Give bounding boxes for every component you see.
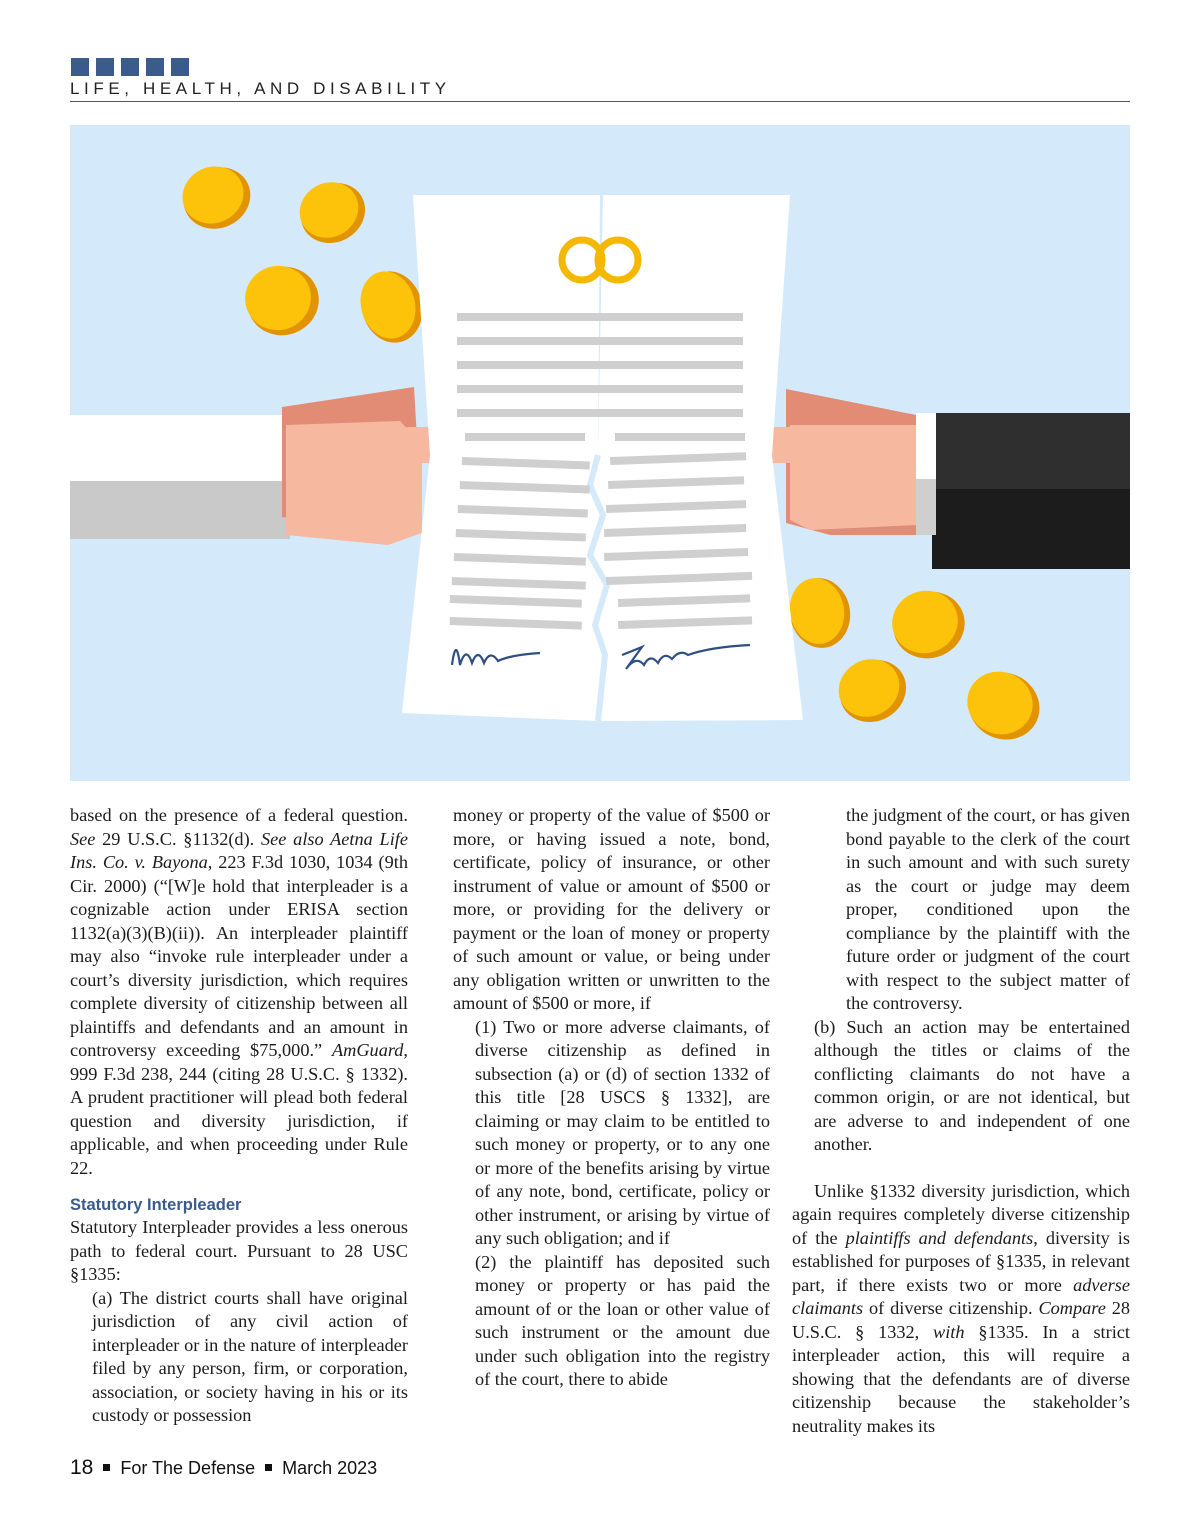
square-marker xyxy=(146,58,164,76)
section-label: LIFE, HEALTH, AND DISABILITY xyxy=(70,79,451,98)
footer-separator xyxy=(265,1464,272,1471)
italic-text: plaintiffs and defendants xyxy=(845,1227,1034,1248)
text-run: , 223 F.3d 1030, 1034 (9th Cir. 2000) (“[W]e hold that interpleader is a cognizable action under ERISA section 1132(a)(3)(B)(ii)). An interpleader plaintiff may also “invoke rule interpleader under a court’s diversity jurisdiction, which requires complete diversity of citizenship between all plaintiffs and defendants and an amount in controversy exceeding $75,000.” xyxy=(70,852,408,1060)
header-rule xyxy=(70,101,1130,102)
text-run: , 999 F.3d 238, 244 (citing 28 U.S.C. § 1332). A prudent practitioner will plead both federal question and diversity jurisdiction, if applicable, and when proceeding under Rule 22. xyxy=(70,1040,408,1178)
statute-quote: the judgment of the court, or has given bond payable to the clerk of the court in such amount and with such surety as the court or judge may deem proper, conditioned upon the compliance by the plaintiff with the future order or judgment of the court with respect to the subject matter of the controversy. xyxy=(846,805,1130,1013)
paragraph xyxy=(70,804,408,1180)
square-marker xyxy=(171,58,189,76)
paragraph: Statutory Interpleader provides a less onerous path to federal court. Pursuant to 28 USC §1335: xyxy=(70,1217,408,1284)
square-marker xyxy=(96,58,114,76)
italic-text: with xyxy=(933,1321,965,1342)
square-marker xyxy=(71,58,89,76)
footer-separator xyxy=(103,1464,110,1471)
publication-name: For The Defense xyxy=(120,1458,256,1478)
statute-quote: money or property of the value of $500 or more, or having issued a note, bond, certificate, policy of insurance, or other instrument of value or amount of $500 or more, or providing for the delivery or payment or the loan of money or property of such amount or value, or being under any obligation written or unwritten to the amount of $500 or more, if xyxy=(453,805,770,1013)
text-run: §1335. In a strict interpleader action, this will require a showing that the defendants are of diverse citizenship because the stakeholder’s neutrality makes its xyxy=(792,1321,1130,1436)
italic-citation: AmGuard xyxy=(331,1040,404,1060)
torn-contract-illustration xyxy=(70,125,1130,781)
paragraph-gap xyxy=(792,1157,1130,1180)
italic-citation: See xyxy=(70,828,96,849)
text-run: based on the presence of a federal question. xyxy=(70,805,408,825)
text-run: 28 U.S.C. § 1332, xyxy=(792,1298,1130,1342)
text-column-2 xyxy=(453,804,770,1392)
torn-document xyxy=(402,195,803,721)
issue-date: March 2023 xyxy=(282,1458,378,1478)
italic-citation: See also Aetna Life Ins. Co. v. Bayona xyxy=(70,828,408,872)
statute-quote: (1) Two or more adverse claimants, of diverse citizenship as defined in subsection (a) or (d) of section 1332 of this title [28 USCS § 1332], are claiming or may claim to be entitled to such money or property, or to any one or more of the benefits arising by virtue of any note, bond, certificate, policy or other instrument, or arising by virtue of any such obligation; and if xyxy=(475,1016,770,1248)
section-decoration-squares xyxy=(71,58,189,76)
page-footer xyxy=(70,1456,377,1480)
section-heading: Statutory Interpleader xyxy=(70,1196,242,1214)
text-run: 29 U.S.C. §1132(d). xyxy=(95,828,262,849)
statute-quote: (b) Such an action may be entertained although the titles or claims of the conflicting claimants do not have a common origin, or are not identical, but are adverse to and independent of one another. xyxy=(814,1016,1130,1154)
italic-text: Compare xyxy=(1038,1298,1106,1318)
statute-quote: (a) The district courts shall have original jurisdiction of any civil action of interpleader or in the nature of interpleader filed by any person, firm, or corporation, association, or society having in his or its custody or possession xyxy=(92,1287,408,1425)
page-number: 18 xyxy=(70,1456,94,1479)
text-run: of diverse citizenship. xyxy=(863,1298,1039,1318)
square-marker xyxy=(121,58,139,76)
paragraph xyxy=(792,1180,1130,1439)
statute-quote: (2) the plaintiff has deposited such money or property or has paid the amount of or the loan or other value of such instrument or the amount due under such obligation into the registry of the court, there to abide xyxy=(475,1251,770,1389)
text-run: , diversity is established for purposes of §1335, in relevant part, if there exists two or more xyxy=(792,1227,1130,1295)
text-run: Unlike §1332 diversity jurisdiction, which again requires completely diverse citizenship of the xyxy=(792,1180,1130,1248)
text-column-1 xyxy=(70,804,408,1428)
text-column-3 xyxy=(792,804,1130,1438)
italic-text: adverse claimants xyxy=(792,1274,1130,1318)
